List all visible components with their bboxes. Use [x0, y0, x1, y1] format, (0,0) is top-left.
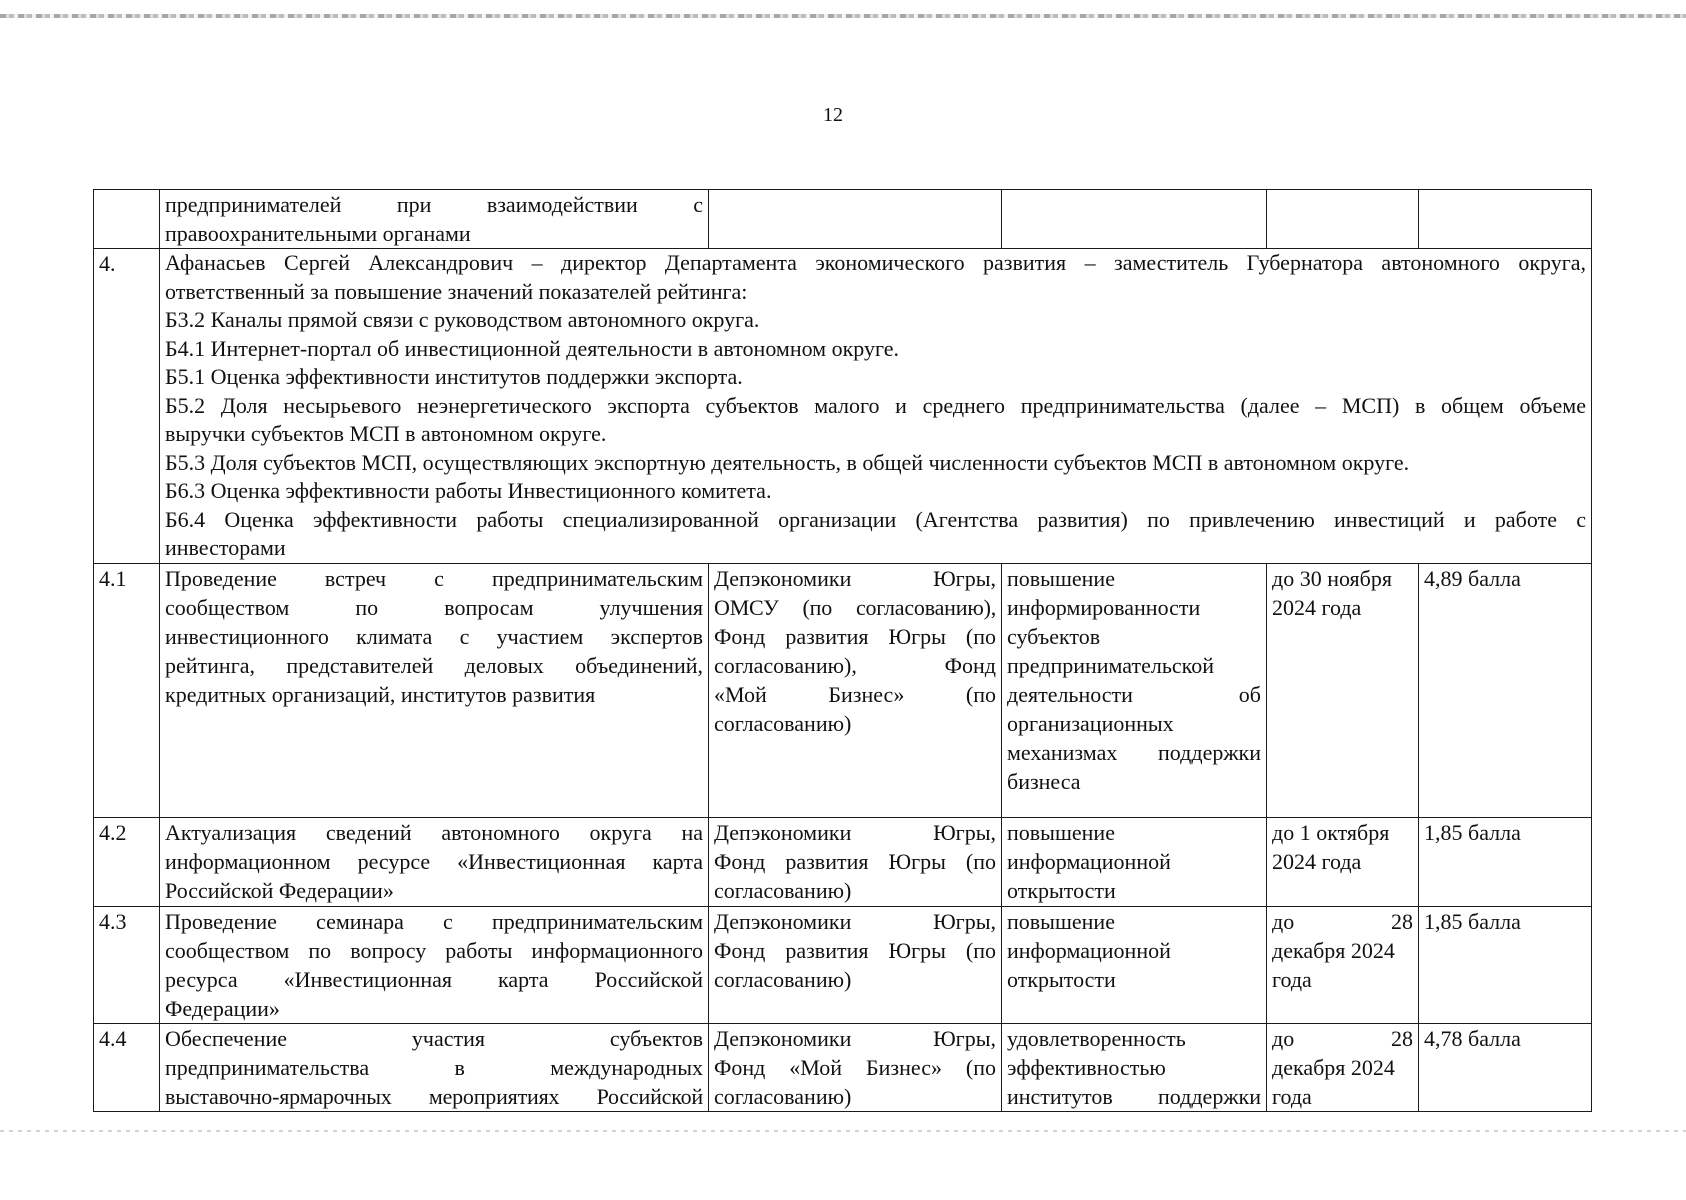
- cell-result: [1002, 817, 1267, 906]
- cell-executor: [709, 817, 1002, 906]
- cell-section-num: 4.: [94, 249, 160, 564]
- cell-result: [1002, 563, 1267, 817]
- text-line: Российской Федерации»: [165, 877, 394, 903]
- text-line: Депэкономики Югры,: [714, 1025, 996, 1051]
- cell-activity: [160, 563, 709, 817]
- cell-activity: [160, 906, 709, 1023]
- text-line: до 30 ноября: [1272, 565, 1392, 591]
- text-line: бизнеса: [1007, 768, 1081, 794]
- text-line: Б6.3 Оценка эффективности работы Инвестиционного комитета.: [165, 478, 772, 503]
- text-line: предпринимателей при взаимодействии с: [165, 192, 703, 217]
- text-line: выставочно-ярмарочных мероприятиях Российской: [165, 1083, 703, 1109]
- text-line: правоохранительными органами: [165, 221, 471, 246]
- text-line: информационной: [1007, 848, 1171, 874]
- text-line: ответственный за повышение значений показателей рейтинга:: [165, 278, 748, 304]
- table-row-section-4: [94, 249, 1592, 564]
- cell-num: [94, 190, 160, 249]
- text-line: повышение: [1007, 819, 1115, 845]
- cell-activity: [160, 1023, 709, 1111]
- text-line: сообществом по вопросам улучшения: [165, 594, 703, 620]
- cell-score: [1419, 190, 1592, 249]
- text-line: выручки субъектов МСП в автономном округе.: [165, 421, 607, 446]
- page-number: 12: [823, 104, 843, 126]
- text-line: предпринимательской: [1007, 652, 1215, 678]
- text-line: информационном ресурсе «Инвестиционная карта: [165, 848, 703, 874]
- table-row-4-1: [94, 563, 1592, 817]
- text-line: «Мой Бизнес» (по: [714, 681, 996, 707]
- text-line: институтов поддержки: [1007, 1083, 1261, 1109]
- text-line: декабря 2024: [1272, 937, 1395, 963]
- text-line: Б6.4 Оценка эффективности работы специализированной организации (Агентства развития) по привлечению инвестиций и работе с: [165, 506, 1586, 532]
- text-line: Депэкономики Югры,: [714, 565, 996, 591]
- cell-result: [1002, 906, 1267, 1023]
- text-line: инвесторами: [165, 535, 286, 560]
- text-line: 2024 года: [1272, 594, 1362, 620]
- text-line: согласованию): [714, 966, 852, 992]
- text-line: повышение: [1007, 908, 1115, 934]
- text-line: года: [1272, 1083, 1312, 1109]
- text-line: Депэкономики Югры,: [714, 819, 996, 845]
- text-line: информированности: [1007, 594, 1201, 620]
- scan-edge-bottom: [0, 1130, 1686, 1132]
- text-line: открытости: [1007, 877, 1116, 903]
- text-line: ресурса «Инвестиционная карта Российской: [165, 966, 703, 992]
- cell-activity: [160, 817, 709, 906]
- text-line: инвестиционного климата с участием экспертов: [165, 623, 703, 649]
- text-line: декабря 2024: [1272, 1054, 1395, 1080]
- text-line: Б4.1 Интернет-портал об инвестиционной деятельности в автономном округе.: [165, 335, 899, 361]
- text-line: Проведение встреч с предпринимательским: [165, 565, 703, 591]
- cell-activity: [160, 190, 709, 249]
- text-line: Фонд «Мой Бизнес» (по: [714, 1054, 996, 1080]
- text-line: предпринимательства в международных: [165, 1054, 703, 1080]
- text-line: организационных: [1007, 710, 1174, 736]
- text-line: Б5.3 Доля субъектов МСП, осуществляющих экспортную деятельность, в общей численности субъектов МСП в автономном округе.: [165, 449, 1410, 475]
- text-line: согласованию), Фонд: [714, 652, 996, 678]
- table-row-continuation: [94, 190, 1592, 249]
- cell-num: 4.2: [94, 817, 160, 906]
- text-line: Фонд развития Югры (по: [714, 848, 996, 874]
- cell-section-heading: [160, 249, 1592, 564]
- cell-executor: [709, 563, 1002, 817]
- cell-deadline: [1267, 906, 1419, 1023]
- text-line: рейтинга, представителей деловых объединений,: [165, 652, 703, 678]
- text-line: повышение: [1007, 565, 1115, 591]
- cell-executor: [709, 1023, 1002, 1111]
- cell-result: [1002, 1023, 1267, 1111]
- cell-score: 1,85 балла: [1419, 817, 1592, 906]
- cell-score: 4,78 балла: [1419, 1023, 1592, 1111]
- text-line: Проведение семинара с предпринимательским: [165, 908, 703, 934]
- text-line: до 28: [1272, 1025, 1413, 1051]
- text-line: согласованию): [714, 1083, 852, 1109]
- cell-num: 4.1: [94, 563, 160, 817]
- text-line: сообществом по вопросу работы информационного: [165, 937, 703, 963]
- text-line: ОМСУ (по согласованию),: [714, 594, 996, 620]
- table-row-4-3: [94, 906, 1592, 1023]
- cell-score: 4,89 балла: [1419, 563, 1592, 817]
- text-line: Б5.2 Доля несырьевого неэнергетического экспорта субъектов малого и среднего предпринимательства (далее – МСП) в общем объеме: [165, 392, 1586, 418]
- text-line: Депэкономики Югры,: [714, 908, 996, 934]
- text-line: Актуализация сведений автономного округа на: [165, 819, 703, 845]
- table-row-4-2: [94, 817, 1592, 906]
- cell-num: 4.3: [94, 906, 160, 1023]
- cell-deadline: [1267, 817, 1419, 906]
- text-line: Б3.2 Каналы прямой связи с руководством автономного округа.: [165, 307, 760, 332]
- text-line: согласованию): [714, 710, 852, 736]
- cell-executor: [709, 190, 1002, 249]
- scan-edge-top: [0, 14, 1686, 18]
- text-line: открытости: [1007, 966, 1116, 992]
- text-line: до 28: [1272, 908, 1413, 934]
- text-line: до 1 октября: [1272, 819, 1390, 845]
- plan-table: [93, 189, 1592, 1112]
- cell-deadline: [1267, 563, 1419, 817]
- text-line: кредитных организаций, институтов развития: [165, 681, 596, 707]
- cell-num: 4.4: [94, 1023, 160, 1111]
- cell-executor: [709, 906, 1002, 1023]
- table-row-4-4: [94, 1023, 1592, 1111]
- text-line: Фонд развития Югры (по: [714, 623, 996, 649]
- text-line: эффективностью: [1007, 1054, 1166, 1080]
- text-line: 2024 года: [1272, 848, 1362, 874]
- text-line: Б5.1 Оценка эффективности институтов поддержки экспорта.: [165, 364, 743, 389]
- text-line: удовлетворенность: [1007, 1025, 1186, 1051]
- text-line: деятельности об: [1007, 681, 1261, 707]
- text-line: согласованию): [714, 877, 852, 903]
- cell-score: 1,85 балла: [1419, 906, 1592, 1023]
- text-line: года: [1272, 966, 1312, 992]
- text-line: Фонд развития Югры (по: [714, 937, 996, 963]
- cell-result: [1002, 190, 1267, 249]
- text-line: Афанасьев Сергей Александрович – директор Департамента экономического развития – заместитель Губернатора автономного округа,: [165, 250, 1586, 275]
- text-line: механизмах поддержки: [1007, 739, 1261, 765]
- text-line: информационной: [1007, 937, 1171, 963]
- text-line: Обеспечение участия субъектов: [165, 1025, 703, 1051]
- text-line: субъектов: [1007, 623, 1101, 649]
- cell-deadline: [1267, 190, 1419, 249]
- cell-deadline: [1267, 1023, 1419, 1111]
- text-line: Федерации»: [165, 995, 280, 1021]
